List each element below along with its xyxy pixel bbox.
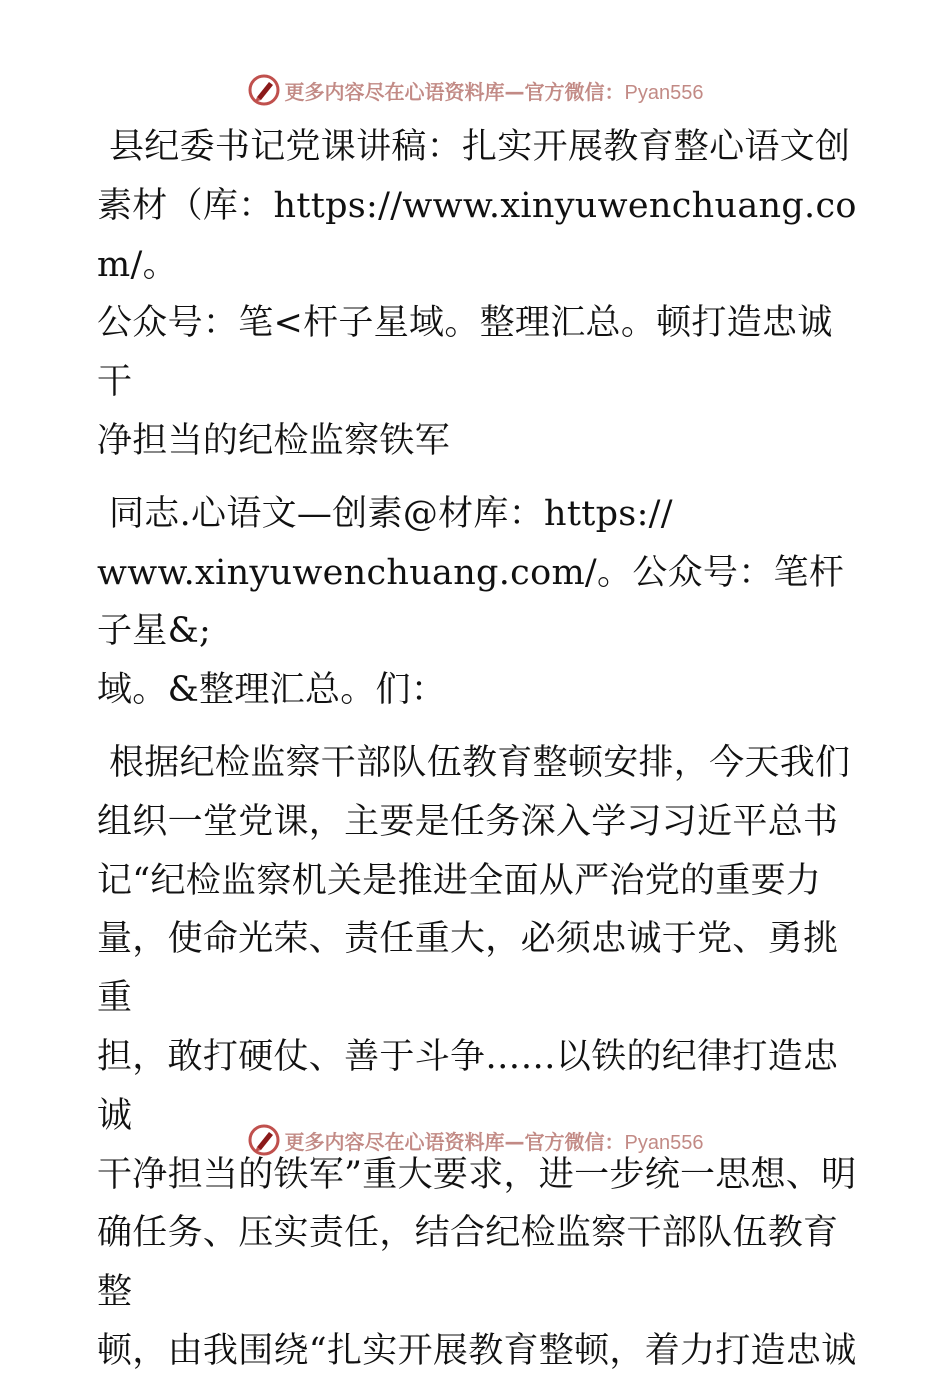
body-paragraph: 根据纪检监察干部队伍教育整顿安排，今天我们 组织一堂党课，主要是任务深入学习习近平总书 记“纪检监察机关是推进全面从严治党的重要力 量，使命光荣、责任重大，必须忠诚于党、勇挑重 担，敢打硬仗、善于斗争……以铁的纪律打造忠诚 干净担当的铁军”重大要求，进一步统一思想、明 确任务、压实责任，结合纪检监察干部队伍教育整 顿，由我围绕“扎实开展教育整顿，着力打造忠诚 (97, 742, 857, 1371)
header-watermark (0, 72, 950, 108)
salutation: 同志.心语文—创素@材库：https:// www.xinyuwenchuang.com/。公众号：笔杆子星&; 域。&整理汇总。们： (97, 493, 845, 711)
pen-circle-logo (247, 73, 281, 107)
document-title: 县纪委书记党课讲稿：扎实开展教育整心语文创 素材（库：https://www.xinyuwenchuang.com/。 公众号：笔<杆子星域。整理汇总。顿打造忠诚干 净担当的纪检监察铁军 (97, 127, 857, 461)
footer-watermark (0, 1122, 950, 1158)
document-body (97, 118, 857, 1395)
watermark-text: 更多内容尽在心语资料库—官方微信：Pyan556 (284, 1129, 704, 1154)
watermark-text: 更多内容尽在心语资料库—官方微信：Pyan556 (284, 79, 704, 104)
pen-circle-logo (247, 1123, 281, 1157)
